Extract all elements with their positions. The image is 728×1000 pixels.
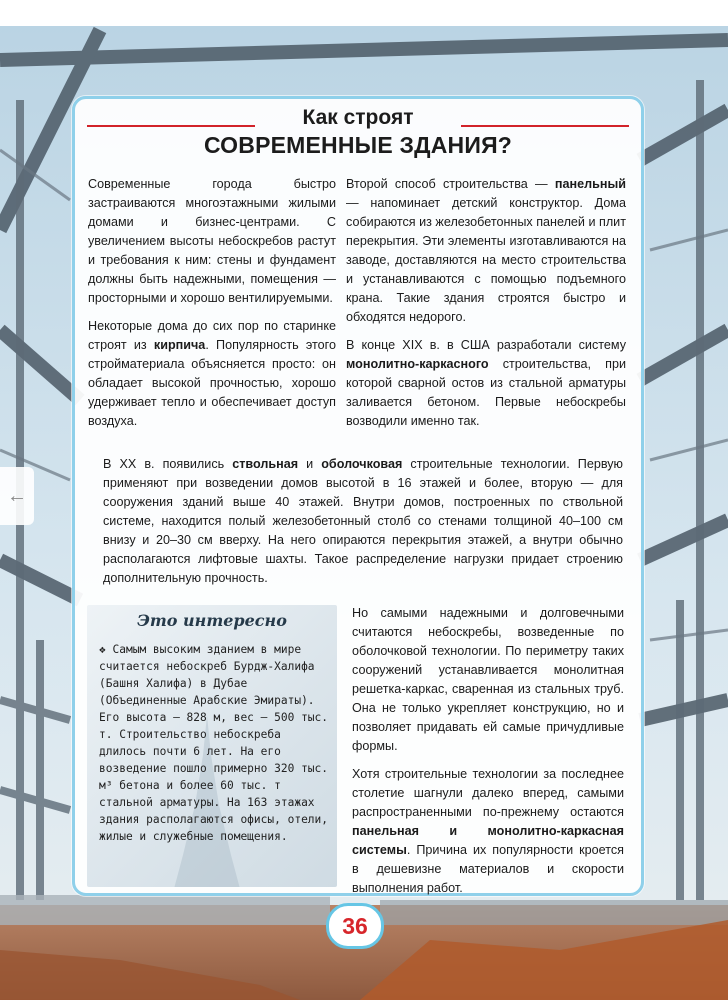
diamond-bullet-icon: ❖ — [99, 643, 106, 656]
paragraph-panel — [346, 175, 626, 327]
top-margin — [0, 0, 728, 26]
right-column-lower — [352, 604, 624, 907]
text-run: Хотя строительные технологии за последнее столетие шагнули далеко вперед, самыми распространенными по-прежнему остаются — [352, 767, 624, 819]
interesting-fact-box — [87, 605, 337, 887]
fact-box-text — [99, 641, 329, 845]
paragraph-cities: Современные города быстро застраиваются многоэтажными жилыми домами и бизнес-центрами. С увеличением высоты небоскребов растут и требования к ним: стены и фундамент должны быть надежными, помещения — просторными и хорошо вентилируемыми. — [88, 177, 336, 305]
text-run: и — [298, 457, 322, 471]
bold-term-panel: панельный — [554, 177, 626, 191]
text-run: В конце XIX в. в США разработали систему — [346, 338, 626, 352]
bold-term-systems: панельная и монолитно-каркасная системы — [352, 824, 624, 857]
article-panel — [72, 96, 644, 896]
bold-term-monolithic: монолитно-каркасного — [346, 357, 489, 371]
text-run: Второй способ строительства — — [346, 177, 555, 191]
page-number: 36 — [326, 903, 384, 949]
text-run: . Популярность этого стройматериала объясняется просто: он обладает высокой прочностью, хорошо удерживает тепло и обеспечивает доступ воздуха. — [88, 338, 336, 428]
paragraph-brick — [88, 317, 336, 431]
title-line-2: СОВРЕМЕННЫЕ ЗДАНИЯ? — [203, 132, 513, 158]
text-run: . Причина их популярности кроется в дешевизне материалов и скорости выполнения работ. — [352, 843, 624, 895]
paragraph-trunk-shell — [103, 455, 623, 588]
back-arrow-icon[interactable]: ← — [0, 467, 34, 525]
paragraph-monolithic — [346, 336, 626, 431]
title-line-1: Как строят — [302, 106, 414, 129]
paragraph-shell-reliable: Но самыми надежными и долговечными считаются небоскребы, возведенные по оболочковой технологии. По периметру таких сооружений устанавливается монолитная решетка-каркас, сваренная из стальных труб. Она не только укрепляет конструкцию, но и позволяет придавать ей самые причудливые формы. — [352, 606, 624, 753]
text-run: строительства, при которой сварной остов из стальной арматуры заливается бетоном. Первые небоскребы возводили именно так. — [346, 357, 626, 428]
paragraph-popular-systems — [352, 765, 624, 898]
text-run: Некоторые дома до сих пор по старинке строят из — [88, 319, 336, 352]
text-run: — напоминает детский конструктор. Дома собираются из железобетонных панелей и плит перекрытия. Эти элементы изготавливаются на заводе, доставляются на место строительства и устанавливаются с помощью подъемного крана. Такие здания строятся быстро и обходятся недорого. — [346, 196, 626, 324]
text-run: строительные технологии. Первую применяют при возведении домов высотой в 16 этажей и более, вторую — для сооружения зданий выше 40 этажей. Внутри домов, построенных по ствольной системе, находится полый железобетонный столб со стенами толщиной 40–100 см внизу и 20–30 см вверху. На него опираются перекрытия этажей, а внутри обычно располагаются лифтовые шахты. Такое распределение нагрузки придает строению дополнительную прочность. — [103, 457, 623, 585]
text-run: В XX в. появились — [103, 457, 233, 471]
fact-box-title: Это интересно — [137, 611, 287, 630]
bold-term-brick: кирпича — [153, 338, 206, 352]
bold-term-shell: оболочковая — [321, 457, 403, 471]
fact-text-run: Самым высоким зданием в мире считается небоскреб Бурдж-Халифа (Башня Халифа) в Дубае (Объединенные Арабские Эмираты). Его высота — 828 м, вес — 500 тыс. т. Строительство небоскреба длилось почти 6 лет. На его возведение пошло примерно 320 тыс. м³ бетона и более 60 тыс. т стальной арматуры. На 163 этажах здания располагаются офисы, отели, жилые и служебные помещения. — [99, 643, 329, 843]
right-column — [346, 175, 626, 440]
page-title — [75, 105, 641, 159]
left-column — [88, 175, 336, 440]
bold-term-trunk: ствольная — [232, 457, 299, 471]
